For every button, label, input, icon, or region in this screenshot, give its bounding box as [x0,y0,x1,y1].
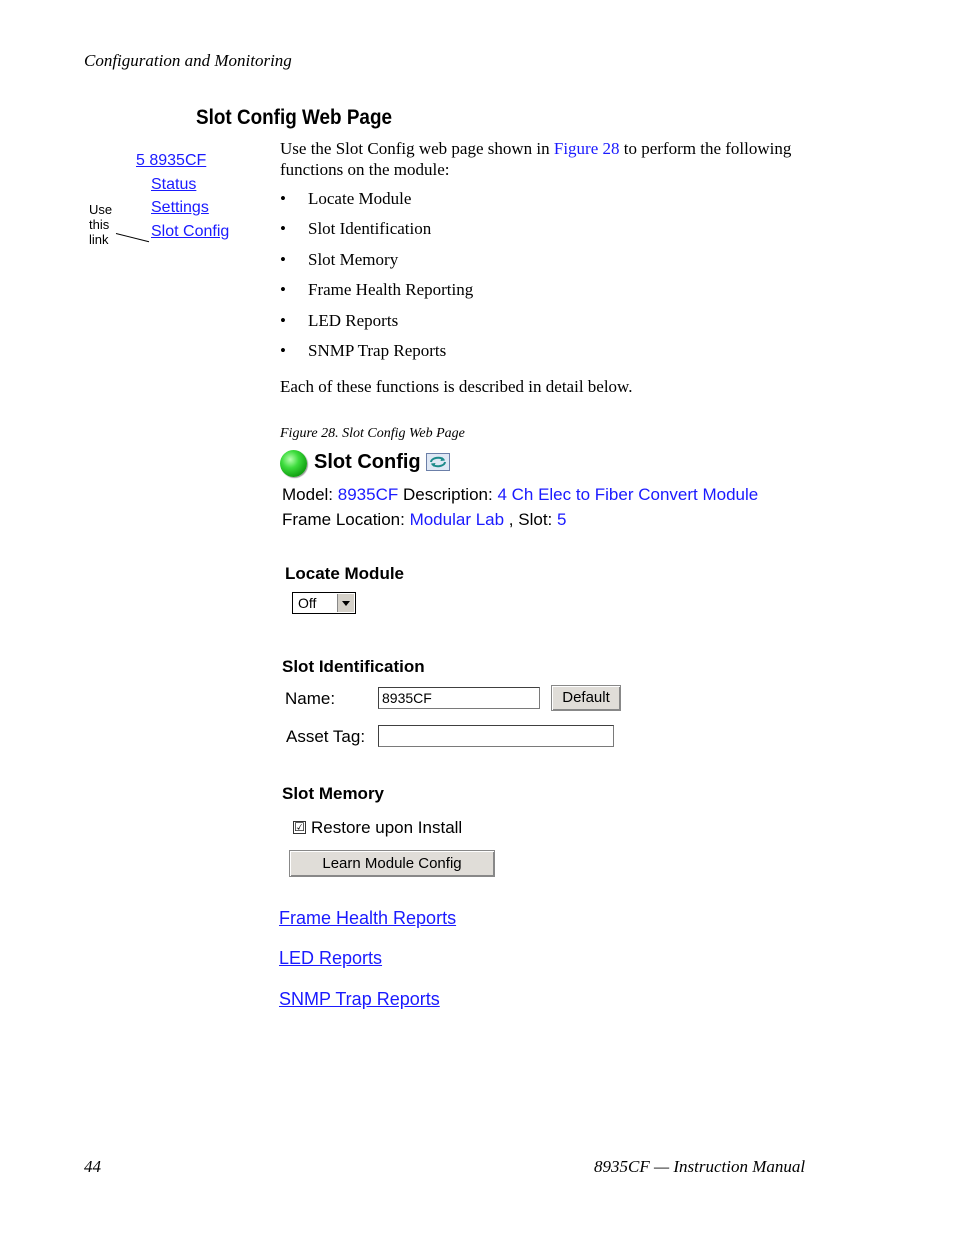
function-list [280,188,473,370]
frame-location-value[interactable]: Modular Lab [409,510,505,529]
section-title: Slot Config Web Page [196,106,393,129]
list-item-text: Frame Health Reporting [308,280,474,300]
slot-label: , Slot: [504,510,557,529]
bullet-glyph: • [280,280,286,300]
status-led-icon [280,450,307,477]
description-value: 4 Ch Elec to Fiber Convert Module [497,485,759,504]
model-label: Model: [282,485,338,504]
frame-health-reports-link[interactable]: Frame Health Reports [279,908,457,928]
list-item [280,340,473,370]
bullet-glyph: • [280,249,286,269]
intro-text-before: Use the Slot Config web page shown in [280,139,554,158]
closing-sentence: Each of these functions is described in detail below. [280,377,633,396]
asset-tag-label: Asset Tag: [286,727,366,746]
callout-label: Use this link [89,202,113,247]
led-reports-link[interactable]: LED Reports [279,948,383,968]
snmp-trap-reports-link[interactable]: SNMP Trap Reports [279,989,440,1009]
list-item [280,249,473,279]
running-header: Configuration and Monitoring [84,51,292,70]
slot-memory-heading: Slot Memory [282,784,385,803]
frame-location-label: Frame Location: [282,510,410,529]
name-label: Name: [285,689,336,708]
manual-title: 8935CF — Instruction Manual [594,1157,806,1176]
bullet-glyph: • [280,189,286,208]
page-number: 44 [84,1157,101,1176]
frame-location-line [282,510,566,530]
bullet-glyph: • [280,340,286,360]
locate-module-heading: Locate Module [285,564,405,583]
restore-label: Restore upon Install [311,818,463,837]
refresh-icon[interactable] [426,453,450,471]
chevron-down-icon[interactable] [337,594,354,612]
intro-paragraph [280,138,850,180]
asset-tag-input[interactable] [378,725,614,747]
screenshot-title: Slot Config [314,451,421,473]
nav-link-module[interactable]: 5 8935CF [136,152,207,169]
list-item-text: Slot Memory [308,249,399,269]
restore-checkbox[interactable]: ☑ [294,820,305,834]
description-label: Description: [398,485,498,504]
figure-caption: Figure 28. Slot Config Web Page [280,426,465,441]
intro-text-after: to perform the following functions on the module: [280,139,792,179]
list-item-text: Locate Module [308,189,412,208]
nav-link-settings[interactable]: Settings [151,199,209,216]
list-item [280,218,473,248]
model-value: 8935CF [337,485,399,504]
learn-module-config-button[interactable]: Learn Module Config [289,850,495,877]
name-input[interactable]: 8935CF [378,687,540,709]
figure-xref-link[interactable]: Figure 28 [553,139,620,158]
list-item-text: SNMP Trap Reports [308,340,447,360]
slot-value: 5 [557,510,567,529]
default-button[interactable]: Default [551,685,621,711]
list-item-text: LED Reports [308,310,399,330]
list-item-text: Slot Identification [308,219,432,239]
list-item [280,310,473,340]
list-item [280,279,473,309]
nav-link-slot-config[interactable]: Slot Config [151,223,230,240]
slot-identification-heading: Slot Identification [282,657,425,676]
model-line [282,485,758,505]
bullet-glyph: • [280,219,286,239]
bullet-glyph: • [280,310,286,330]
locate-module-select[interactable] [292,592,356,614]
locate-module-value: Off [298,595,317,611]
list-item [280,188,473,218]
nav-link-status[interactable]: Status [151,176,197,193]
